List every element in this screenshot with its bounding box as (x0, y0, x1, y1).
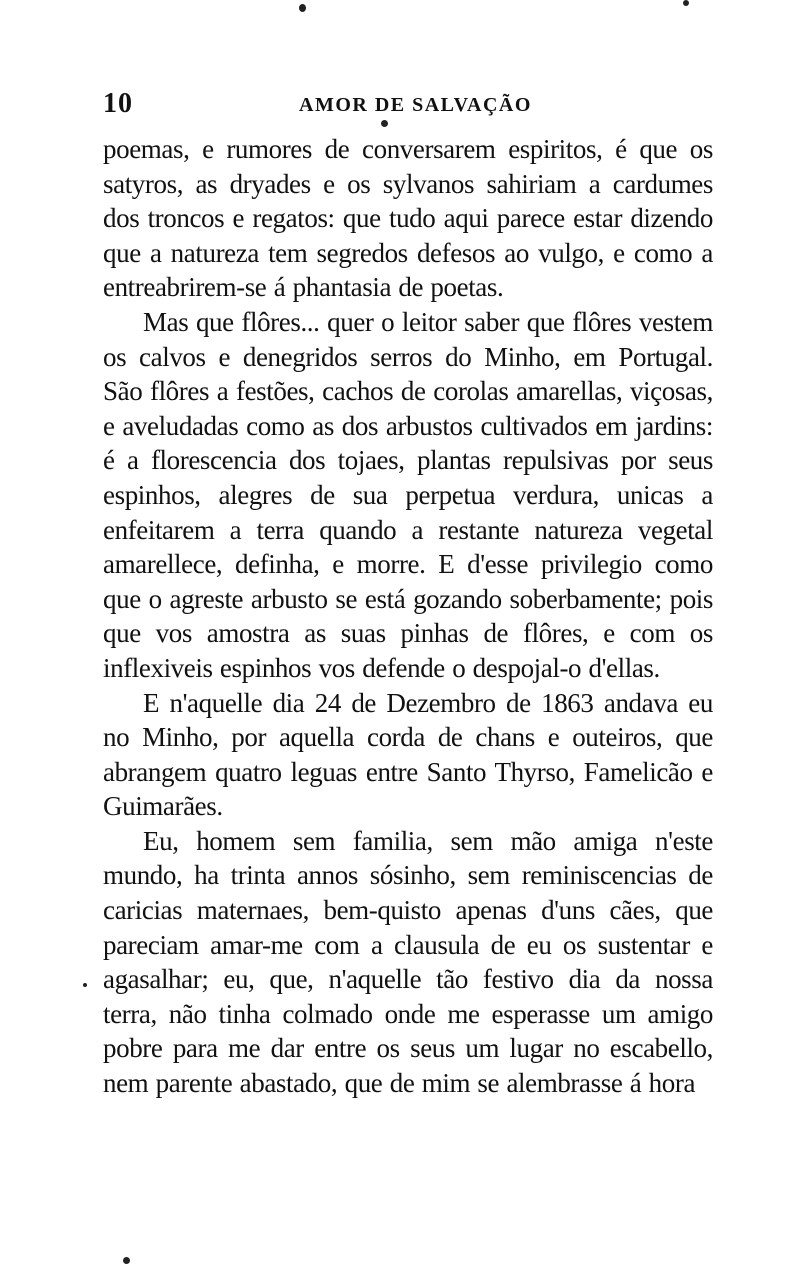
ink-speck (299, 4, 306, 12)
page-header (103, 88, 713, 128)
paragraph: E n'aquelle dia 24 de Dezembro de 1863 andava eu no Minho, por aquella corda de chans e outeiros, que abrangem quatro leguas entre Santo Thyrso, Famelicão e Guimarães. (103, 687, 713, 822)
ink-speck (683, 0, 689, 6)
paragraph: poemas, e rumores de conversarem espiritos, é que os satyros, as dryades e os sylvanos sahiriam a cardumes dos troncos e regatos: que tudo aqui parece estar dizendo que a natureza tem segredos defesos ao vulgo, e como a entreabrirem-se á phantasia de poetas. (103, 134, 713, 303)
ink-speck (83, 983, 87, 987)
running-title: AMOR DE SALVAÇÃO (299, 94, 532, 116)
body-text (103, 132, 713, 1101)
paragraph: Eu, homem sem familia, sem mão amiga n'este mundo, ha trinta annos sósinho, sem reminiscencias de caricias maternaes, bem-quisto apenas d'uns cães, que pareciam amar-me com a clausula de eu os sustentar e agasalhar; eu, que, n'aquelle tão festivo dia da nossa terra, não tinha colmado onde me esperasse um amigo pobre para me dar entre os seus um lugar no escabello, nem parente abastado, que de mim se alembrasse á hora (103, 825, 713, 1099)
ink-speck (123, 1257, 130, 1264)
page-number: 10 (103, 88, 133, 119)
paragraph: Mas que flôres... quer o leitor saber que flôres vestem os calvos e denegridos serros do Minho, em Portugal. São flôres a festões, cachos de corolas amarellas, viçosas, e aveludadas como as dos arbustos cultivados em jardins: é a florescencia dos tojaes, plantas repulsivas por seus espinhos, alegres de sua perpetua verdura, unicas a enfeitarem a terra quando a restante natureza vegetal amarellece, definha, e morre. E d'esse privilegio como que o agreste arbusto se está gozando soberbamente; pois que vos amostra as suas pinhas de flôres, e com os inflexiveis espinhos vos defende o despojal-o d'ellas. (103, 306, 713, 683)
